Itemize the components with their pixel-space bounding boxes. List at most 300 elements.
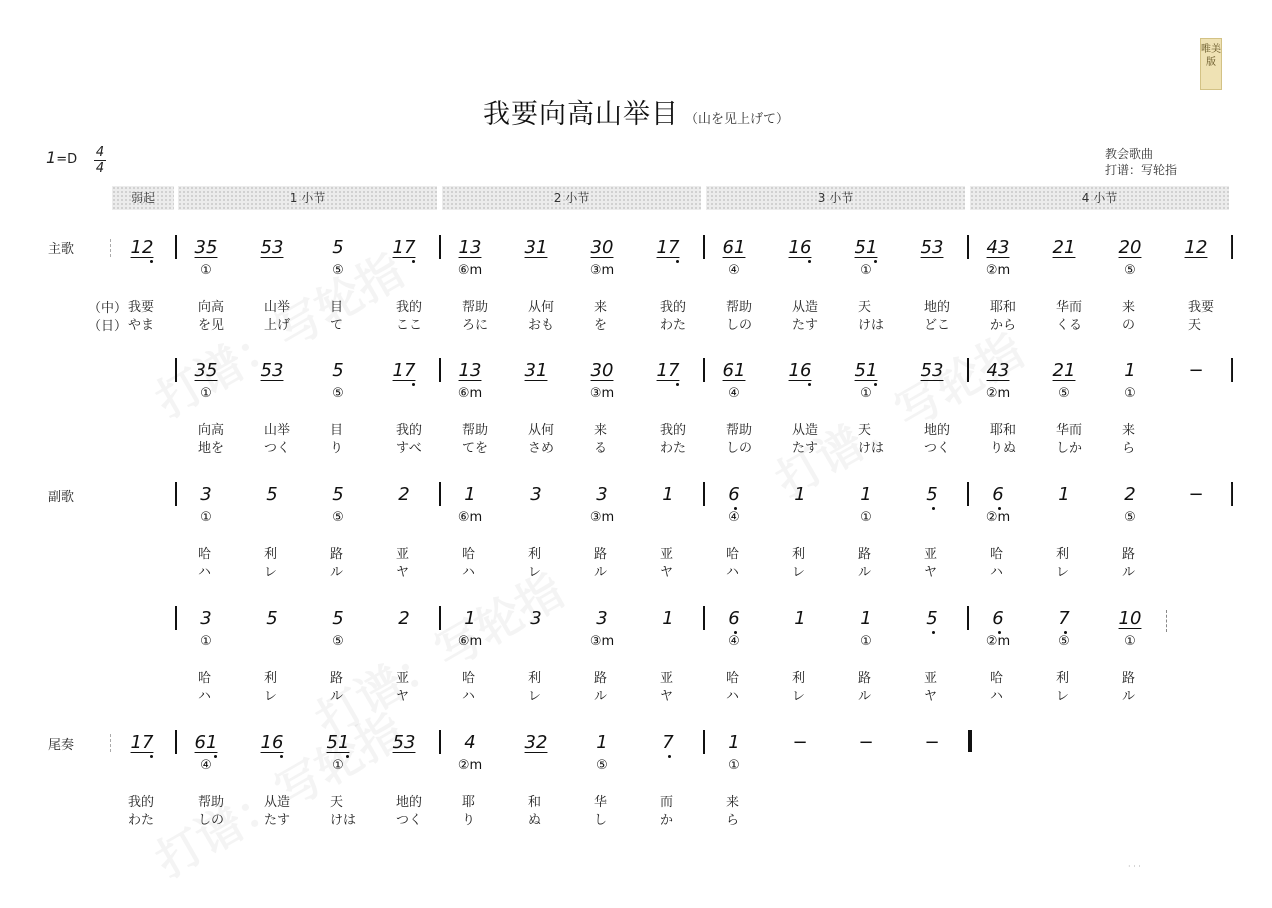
barline: [439, 606, 441, 630]
fingering-mark: ①: [860, 263, 872, 278]
lyric-zh: 帮助: [726, 300, 753, 315]
meta-transcriber: 打谱：写轮指: [1105, 163, 1178, 177]
octave-dot: [998, 631, 1001, 634]
note: 12: [1184, 237, 1208, 258]
octave-dot: [1064, 631, 1067, 634]
barline: [439, 730, 441, 754]
lyric-zh: 哈: [726, 671, 740, 686]
lyric-ja: やま: [128, 318, 155, 333]
time-top: 4: [95, 145, 105, 160]
lyric-zh: 山举: [264, 300, 291, 315]
lyric-ja: ら: [1122, 441, 1136, 456]
note: 5: [332, 608, 344, 629]
time-signature: [94, 145, 106, 176]
meta-genre: 教会歌曲: [1105, 147, 1154, 161]
note: 53: [260, 360, 284, 381]
lyric-ja: て: [330, 318, 344, 333]
lyric-ja: ル: [594, 565, 608, 580]
lyric-ja: り: [330, 441, 344, 456]
lyric-ja: レ: [264, 565, 278, 580]
lyric-zh: 耶: [462, 795, 476, 810]
note: 13: [458, 360, 482, 381]
lyric-zh: 帮助: [726, 423, 753, 438]
note: 53: [920, 237, 944, 258]
key-signature: [46, 148, 77, 167]
note: 1: [794, 608, 806, 629]
lyric-zh: 目: [330, 423, 344, 438]
lyric-zh: 华: [594, 795, 608, 810]
lyric-ja: ル: [594, 689, 608, 704]
barline: [703, 235, 705, 259]
lyric-ja: たす: [792, 318, 819, 333]
octave-dot: [280, 755, 283, 758]
lyric-zh: 利: [264, 547, 278, 562]
lyric-zh: 地的: [396, 795, 423, 810]
lyric-zh: 天: [858, 300, 872, 315]
lyric-ja: どこ: [924, 318, 951, 333]
lyric-ja: る: [594, 441, 608, 456]
note: 2: [1124, 484, 1136, 505]
lyric-zh: 地的: [924, 423, 951, 438]
lyric-zh: 来: [726, 795, 740, 810]
barline: [703, 606, 705, 630]
note: 1: [1058, 484, 1070, 505]
lyric-zh: 路: [594, 547, 608, 562]
lyric-zh: 来: [594, 300, 608, 315]
note: 13: [458, 237, 482, 258]
fingering-mark: ①: [200, 510, 212, 525]
lyric-ja: レ: [1056, 565, 1070, 580]
lyric-zh: 哈: [990, 671, 1004, 686]
fingering-mark: ①: [860, 634, 872, 649]
lang-label-zh: （中）: [88, 301, 128, 316]
fingering-mark: ③m: [589, 634, 615, 649]
note: 51: [854, 237, 878, 258]
lyric-ja: しの: [726, 441, 753, 456]
lyric-zh: 路: [858, 671, 872, 686]
fingering-mark: ⑤: [1124, 263, 1136, 278]
watermark: [142, 695, 414, 890]
lyric-zh: 路: [330, 671, 344, 686]
lyric-zh: 利: [792, 547, 806, 562]
fingering-mark: ⑤: [1058, 634, 1070, 649]
fingering-mark: ⑤: [1058, 386, 1070, 401]
fingering-mark: ④: [728, 386, 740, 401]
barline-open: [1166, 610, 1167, 632]
lyric-ja: レ: [528, 689, 542, 704]
barline: [967, 482, 969, 506]
lyric-ja: し: [594, 813, 608, 828]
header-measure-3: 3 小节: [706, 186, 965, 210]
note: 16: [788, 237, 812, 258]
note: 17: [130, 732, 154, 753]
note: −: [1188, 484, 1204, 505]
footer-mark: · · ·: [1128, 862, 1141, 871]
barline: [175, 482, 177, 506]
fingering-mark: ⑤: [596, 758, 608, 773]
fingering-mark: ①: [1124, 634, 1136, 649]
lyric-ja: り: [462, 813, 476, 828]
lyric-zh: 哈: [726, 547, 740, 562]
fingering-mark: ①: [200, 634, 212, 649]
lyric-ja: わた: [660, 318, 687, 333]
lyric-ja: しの: [726, 318, 753, 333]
octave-dot: [932, 631, 935, 634]
octave-dot: [214, 755, 217, 758]
fingering-mark: ⑤: [332, 634, 344, 649]
fingering-mark: ④: [728, 263, 740, 278]
lyric-ja: ぬ: [528, 813, 542, 828]
lyric-ja: ろに: [462, 318, 489, 333]
note: 6: [728, 484, 740, 505]
lyric-zh: 而: [660, 795, 674, 810]
lyric-ja: ル: [330, 689, 344, 704]
fingering-mark: ⑥m: [457, 386, 483, 401]
lyric-zh: 目: [330, 300, 344, 315]
note: 1: [794, 484, 806, 505]
note: 21: [1052, 237, 1076, 258]
watermark: [762, 315, 1034, 510]
note: 53: [392, 732, 416, 753]
lyric-zh: 从何: [528, 300, 555, 315]
lyric-zh: 哈: [198, 671, 212, 686]
fingering-mark: ⑤: [332, 510, 344, 525]
lyric-zh: 亚: [396, 547, 410, 562]
note: 1: [860, 608, 872, 629]
octave-dot: [874, 383, 877, 386]
lyric-ja: の: [1122, 318, 1136, 333]
lyric-ja: たす: [792, 441, 819, 456]
note: −: [858, 732, 874, 753]
header-measure-4: 4 小节: [970, 186, 1229, 210]
lyric-ja: ル: [1122, 565, 1136, 580]
note: 7: [662, 732, 674, 753]
barline: [703, 730, 705, 754]
note: 5: [926, 484, 938, 505]
lyric-ja: ここ: [396, 318, 423, 333]
fingering-mark: ①: [860, 510, 872, 525]
lyric-ja: レ: [264, 689, 278, 704]
lyric-zh: 天: [858, 423, 872, 438]
key-note: 1: [46, 148, 57, 167]
fingering-mark: ②m: [985, 634, 1011, 649]
note: 61: [722, 360, 746, 381]
lyric-zh: 利: [264, 671, 278, 686]
barline-end: [1231, 484, 1232, 506]
lyric-ja: わた: [660, 441, 687, 456]
lyric-ja: つく: [396, 813, 423, 828]
octave-dot: [998, 507, 1001, 510]
lyric-ja: ハ: [726, 689, 740, 704]
lyric-zh: 华而: [1056, 300, 1083, 315]
lyric-ja: すべ: [396, 441, 422, 456]
barline: [175, 606, 177, 630]
fingering-mark: ①: [332, 758, 344, 773]
octave-dot: [932, 507, 935, 510]
lyric-zh: 从造: [792, 423, 819, 438]
lyric-ja: から: [990, 318, 1017, 333]
time-bottom: 4: [95, 161, 105, 176]
barline: [175, 358, 177, 382]
lyric-zh: 天: [330, 795, 344, 810]
header-measure-1: 1 小节: [178, 186, 437, 210]
note: 2: [398, 608, 410, 629]
note: 61: [722, 237, 746, 258]
note: 17: [656, 237, 680, 258]
lyric-zh: 帮助: [462, 300, 489, 315]
lyric-zh: 亚: [660, 547, 674, 562]
note: 17: [392, 360, 416, 381]
fingering-mark: ①: [200, 263, 212, 278]
fingering-mark: ⑤: [332, 386, 344, 401]
note: 35: [194, 237, 218, 258]
note: 1: [464, 608, 476, 629]
score-title: [0, 92, 1272, 131]
lyric-ja: か: [660, 813, 674, 828]
fingering-mark: ②m: [985, 386, 1011, 401]
lyric-zh: 哈: [462, 547, 476, 562]
lang-label-ja: （日）: [88, 319, 128, 334]
lyric-ja: おも: [528, 318, 555, 333]
lyric-ja: ル: [858, 565, 872, 580]
lyric-ja: レ: [792, 689, 806, 704]
fingering-mark: ①: [200, 386, 212, 401]
lyric-zh: 利: [528, 671, 542, 686]
fingering-mark: ④: [728, 510, 740, 525]
note: 1: [728, 732, 740, 753]
lyric-zh: 我要: [1188, 300, 1215, 315]
final-barline: [968, 730, 972, 752]
lyric-ja: ル: [330, 565, 344, 580]
lyric-ja: しか: [1056, 441, 1083, 456]
lyric-ja: ヤ: [660, 689, 674, 704]
fingering-mark: ⑥m: [457, 263, 483, 278]
fingering-mark: ④: [200, 758, 212, 773]
lyric-ja: ハ: [990, 565, 1004, 580]
note: 1: [596, 732, 608, 753]
lyric-zh: 我的: [128, 795, 155, 810]
note: 1: [662, 484, 674, 505]
lyric-zh: 华而: [1056, 423, 1083, 438]
note: 12: [130, 237, 154, 258]
note: 32: [524, 732, 548, 753]
lyric-ja: ハ: [462, 565, 476, 580]
fingering-mark: ③m: [589, 510, 615, 525]
note: 51: [854, 360, 878, 381]
lyric-ja: 地を: [198, 441, 225, 456]
lyric-zh: 路: [1122, 547, 1136, 562]
section-label-verse: 主歌: [48, 242, 75, 257]
lyric-zh: 我的: [660, 423, 687, 438]
lyric-zh: 向高: [198, 300, 225, 315]
lyric-zh: 和: [528, 795, 542, 810]
lyric-ja: つく: [924, 441, 951, 456]
note: 5: [332, 360, 344, 381]
note: 17: [656, 360, 680, 381]
note: 43: [986, 237, 1010, 258]
octave-dot: [412, 383, 415, 386]
fingering-mark: ③m: [589, 386, 615, 401]
pickup-divider: [110, 734, 111, 752]
barline: [439, 235, 441, 259]
note: 10: [1118, 608, 1142, 629]
note: 30: [590, 360, 614, 381]
barline: [703, 482, 705, 506]
title-main: 我要向高山举目: [482, 99, 679, 130]
note: 20: [1118, 237, 1142, 258]
note: 31: [524, 360, 548, 381]
fingering-mark: ⑤: [332, 263, 344, 278]
lyric-zh: 我的: [396, 423, 423, 438]
lyric-ja: ハ: [990, 689, 1004, 704]
lyric-zh: 我的: [396, 300, 423, 315]
lyric-zh: 哈: [198, 547, 212, 562]
lyric-zh: 向高: [198, 423, 225, 438]
fingering-mark: ⑤: [1124, 510, 1136, 525]
note: 17: [392, 237, 416, 258]
note: 43: [986, 360, 1010, 381]
lyric-zh: 帮助: [462, 423, 489, 438]
barline: [439, 358, 441, 382]
lyric-zh: 我的: [660, 300, 687, 315]
edition-seal-icon: 唯美版: [1200, 38, 1222, 90]
lyric-ja: ハ: [726, 565, 740, 580]
lyric-zh: 路: [858, 547, 872, 562]
lyric-ja: を见: [198, 318, 225, 333]
section-label-chorus: 副歌: [48, 490, 75, 505]
lyric-ja: レ: [792, 565, 806, 580]
lyric-ja: てを: [462, 441, 489, 456]
lyric-zh: 地的: [924, 300, 951, 315]
lyric-zh: 来: [1122, 300, 1136, 315]
note: 51: [326, 732, 350, 753]
barline: [439, 482, 441, 506]
octave-dot: [874, 260, 877, 263]
lyric-ja: ヤ: [396, 565, 410, 580]
lyric-ja: ハ: [198, 689, 212, 704]
octave-dot: [808, 383, 811, 386]
lyric-ja: ル: [858, 689, 872, 704]
note: 2: [398, 484, 410, 505]
lyric-ja: たす: [264, 813, 291, 828]
lyric-zh: 路: [330, 547, 344, 562]
lyric-ja: ル: [1122, 689, 1136, 704]
octave-dot: [150, 260, 153, 263]
note: 53: [260, 237, 284, 258]
note: 3: [530, 484, 542, 505]
lyric-zh: 我要: [128, 300, 155, 315]
note: 5: [332, 237, 344, 258]
fingering-mark: ①: [860, 386, 872, 401]
lyric-ja: ハ: [462, 689, 476, 704]
lyric-zh: 路: [1122, 671, 1136, 686]
octave-dot: [808, 260, 811, 263]
note: 1: [662, 608, 674, 629]
lyric-ja: しの: [198, 813, 225, 828]
lyric-zh: 耶和: [990, 300, 1017, 315]
lyric-zh: 来: [594, 423, 608, 438]
note: 35: [194, 360, 218, 381]
note: 21: [1052, 360, 1076, 381]
note: 31: [524, 237, 548, 258]
octave-dot: [412, 260, 415, 263]
lyric-ja: ら: [726, 813, 740, 828]
note: 30: [590, 237, 614, 258]
lyric-zh: 从造: [792, 300, 819, 315]
note: 3: [200, 608, 212, 629]
octave-dot: [346, 755, 349, 758]
key-eq: =D: [56, 152, 78, 167]
note: 61: [194, 732, 218, 753]
lyric-ja: 上げ: [264, 318, 291, 333]
score-meta: [1105, 146, 1177, 178]
barline: [967, 358, 969, 382]
octave-dot: [676, 383, 679, 386]
lyric-zh: 哈: [990, 547, 1004, 562]
lyric-zh: 利: [1056, 671, 1070, 686]
fingering-mark: ⑥m: [457, 510, 483, 525]
lyric-zh: 路: [594, 671, 608, 686]
lyric-ja: ヤ: [924, 689, 938, 704]
fingering-mark: ①: [1124, 386, 1136, 401]
note: 3: [530, 608, 542, 629]
lyric-zh: 来: [1122, 423, 1136, 438]
lyric-zh: 亚: [924, 671, 938, 686]
section-label-outro: 尾奏: [48, 738, 75, 753]
header-measure-2: 2 小节: [442, 186, 701, 210]
note: 16: [788, 360, 812, 381]
lyric-ja: けは: [858, 441, 885, 456]
note: 1: [1124, 360, 1136, 381]
lyric-ja: さめ: [528, 441, 555, 456]
barline: [175, 235, 177, 259]
note: 5: [266, 484, 278, 505]
lyric-zh: 帮助: [198, 795, 225, 810]
octave-dot: [734, 631, 737, 634]
title-sub: （山を见上げて）: [684, 112, 789, 127]
note: 5: [266, 608, 278, 629]
header-pickup: 弱起: [112, 186, 174, 210]
note: 6: [992, 608, 1004, 629]
lyric-ja: ハ: [198, 565, 212, 580]
note: 53: [920, 360, 944, 381]
barline: [967, 606, 969, 630]
barline: [967, 235, 969, 259]
lyric-zh: 从造: [264, 795, 291, 810]
lyric-ja: 天: [1188, 318, 1202, 333]
note: 5: [332, 484, 344, 505]
barline-end: [1231, 237, 1232, 259]
note: 3: [596, 484, 608, 505]
lyric-zh: 亚: [924, 547, 938, 562]
lyric-zh: 山举: [264, 423, 291, 438]
lyric-zh: 利: [792, 671, 806, 686]
fingering-mark: ②m: [985, 263, 1011, 278]
octave-dot: [734, 507, 737, 510]
lyric-ja: けは: [330, 813, 357, 828]
lyric-zh: 从何: [528, 423, 555, 438]
note: 4: [464, 732, 476, 753]
fingering-mark: ②m: [985, 510, 1011, 525]
lyric-ja: つく: [264, 441, 291, 456]
lyric-zh: 利: [1056, 547, 1070, 562]
barline: [175, 730, 177, 754]
barline-end: [1231, 360, 1232, 382]
lyric-zh: 亚: [660, 671, 674, 686]
lyric-ja: ヤ: [660, 565, 674, 580]
lyric-ja: けは: [858, 318, 885, 333]
lyric-ja: を: [594, 318, 608, 333]
